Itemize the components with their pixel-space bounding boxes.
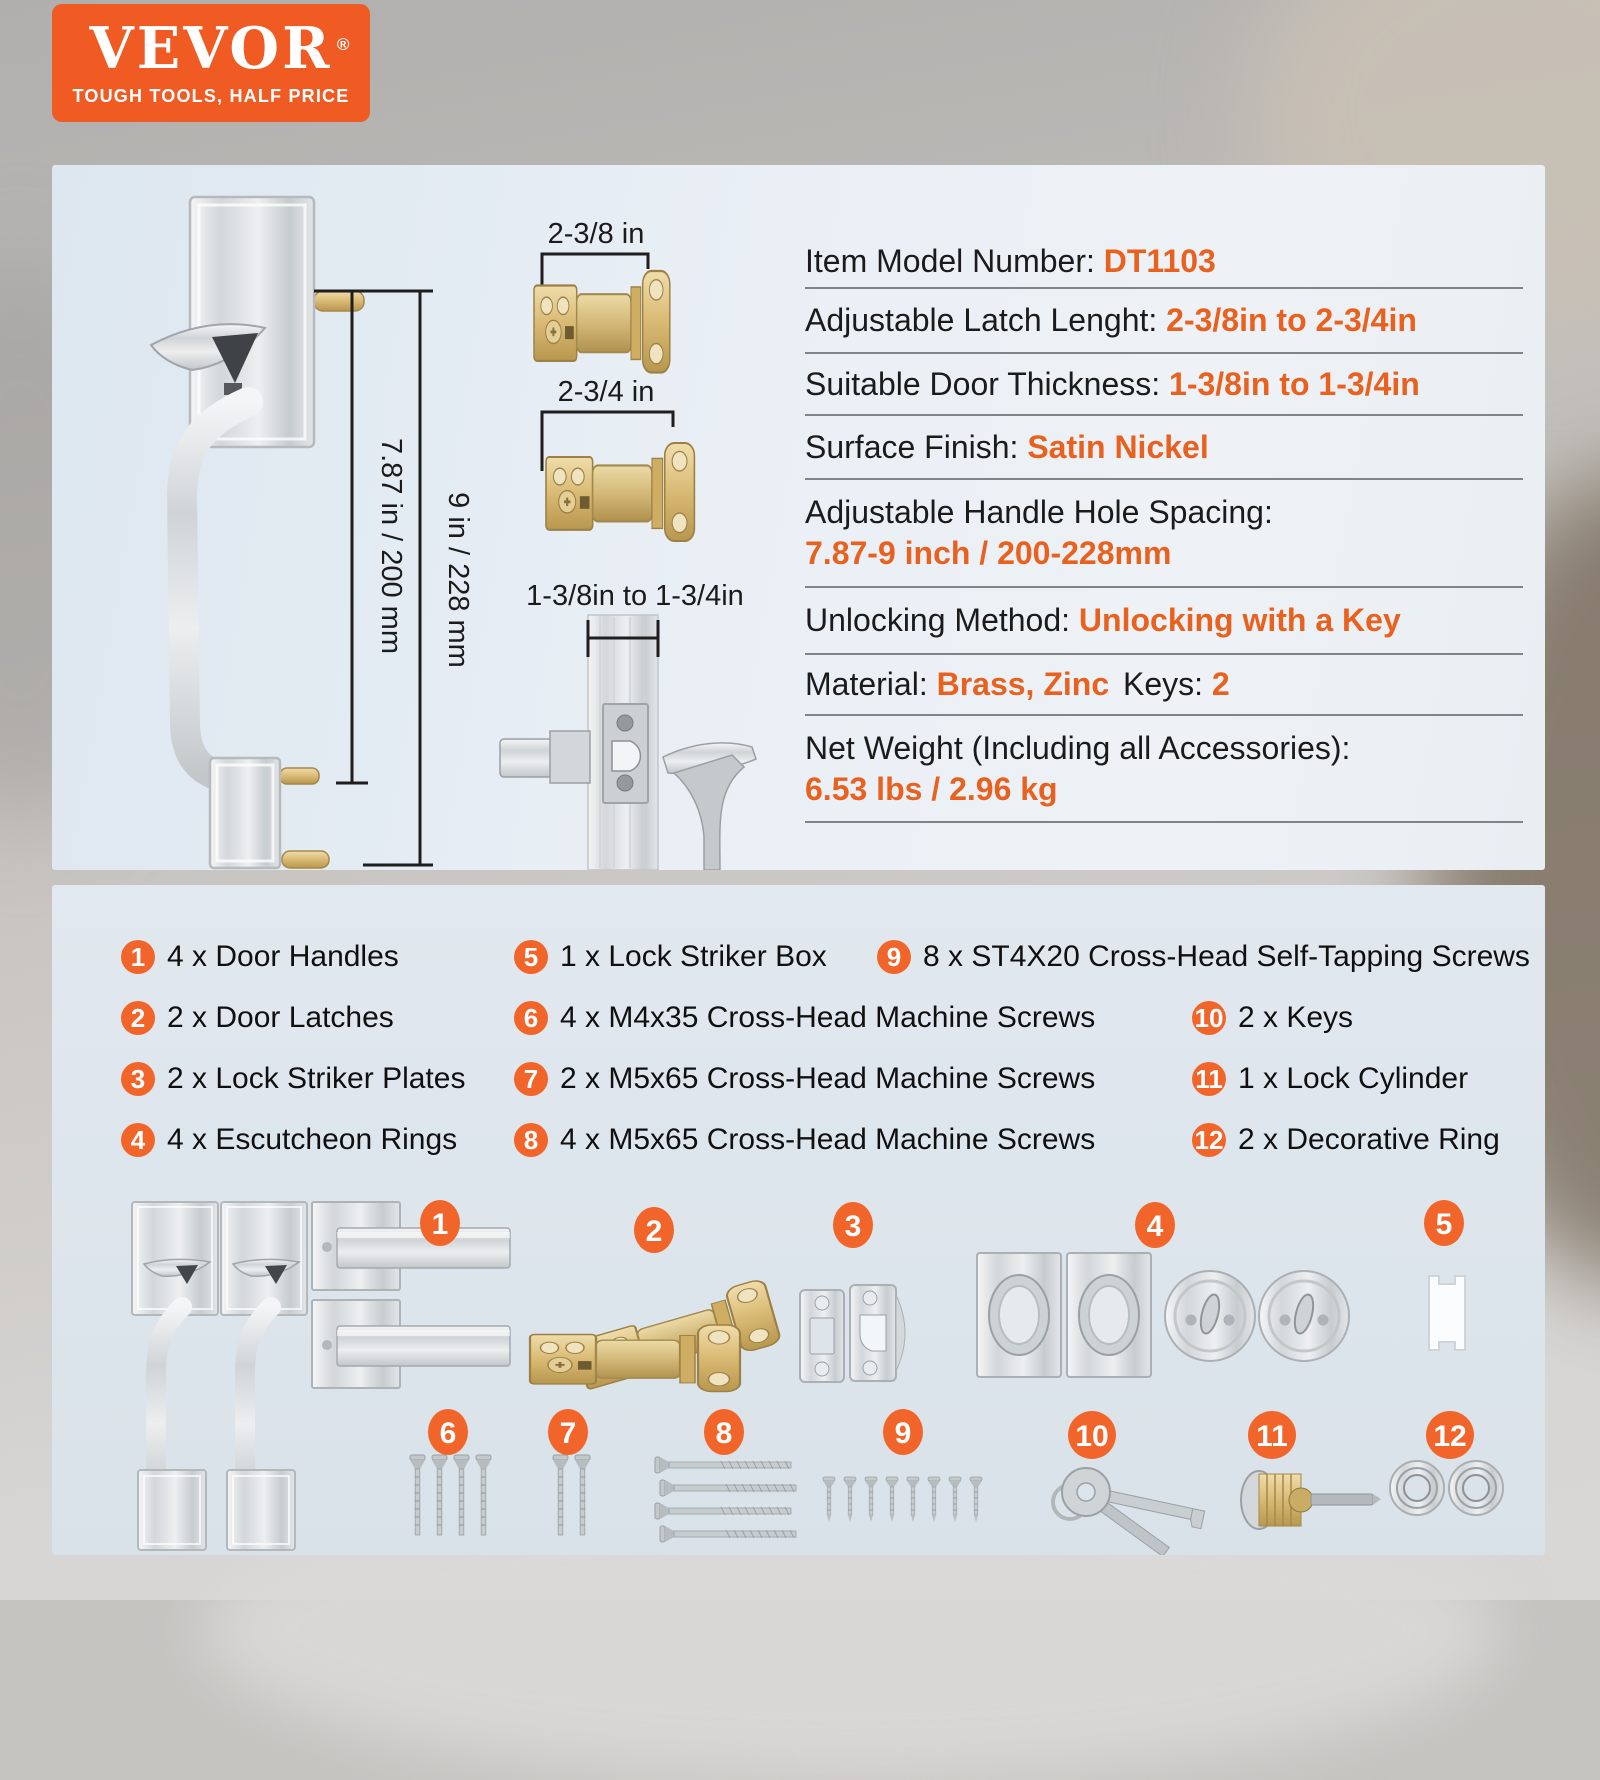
- svg-text:7: 7: [559, 1417, 577, 1450]
- part-label: 4 x M5x65 Cross-Head Machine Screws: [560, 1123, 1096, 1156]
- spec-value: 2: [1211, 666, 1230, 702]
- spec-row-unlocking: [805, 588, 1523, 655]
- lever-handle-photos: [312, 1202, 510, 1388]
- spec-value: 2-3/8in to 2-3/4in: [1166, 302, 1417, 338]
- keys-photo: [1053, 1468, 1205, 1555]
- spec-label: Surface Finish:: [805, 428, 1028, 465]
- spec-value: 7.87-9 inch / 200-228mm: [805, 535, 1172, 571]
- door-latch-photos: [530, 1278, 781, 1397]
- part-number-badge: 10: [1192, 1001, 1226, 1035]
- spec-row-model: [805, 235, 1523, 289]
- spec-value: Brass, Zinc: [936, 666, 1110, 702]
- part-number-badge: 1: [121, 940, 155, 974]
- latch-short-illustration: [534, 254, 670, 373]
- striker-plate-photos: [800, 1285, 905, 1382]
- m4-screw-photos: [410, 1455, 491, 1535]
- spec-label: Adjustable Handle Hole Spacing:: [805, 494, 1273, 530]
- decorative-ring-photos: [1390, 1461, 1503, 1515]
- part-label: 8 x ST4X20 Cross-Head Self-Tapping Screws: [923, 940, 1530, 973]
- m5-long-screw-photos: [655, 1457, 796, 1542]
- part-label: 4 x Escutcheon Rings: [167, 1123, 458, 1156]
- part-label: 4 x Door Handles: [167, 940, 399, 973]
- part-number-badge: 5: [514, 940, 548, 974]
- part-number-badge: 9: [877, 940, 911, 974]
- svg-text:11: 11: [1256, 1420, 1288, 1453]
- latch-long-illustration: [542, 412, 694, 541]
- handleset-illustration: [151, 197, 364, 868]
- spec-label: Suitable Door Thickness:: [805, 365, 1170, 402]
- part-label: 2 x Lock Striker Plates: [167, 1062, 466, 1095]
- part-label: 4 x M4x35 Cross-Head Machine Screws: [560, 1001, 1096, 1034]
- door-section-illustration: [500, 615, 756, 870]
- spec-label: Net Weight (Including all Accessories):: [805, 729, 1351, 766]
- spec-label: Unlocking Method:: [805, 602, 1079, 638]
- door-handleset-photos: [132, 1202, 307, 1550]
- handle-inner-dimension-label: 7.87 in / 200 mm: [375, 438, 407, 654]
- product-diagram: [52, 165, 802, 870]
- svg-text:3: 3: [844, 1210, 862, 1243]
- tapping-screw-photos: [823, 1477, 982, 1522]
- svg-text:5: 5: [1435, 1208, 1453, 1241]
- spec-value: 1-3/8in to 1-3/4in: [1169, 365, 1420, 402]
- spec-keys: [1123, 666, 1230, 703]
- part-number-badge: 11: [1192, 1062, 1226, 1096]
- spec-value: DT1103: [1103, 242, 1216, 279]
- part-number-badge: 3: [121, 1062, 155, 1096]
- spec-row-door-thickness: [805, 354, 1523, 416]
- striker-box-photo: [1429, 1276, 1465, 1350]
- part-number-badge: 6: [514, 1001, 548, 1035]
- registered-mark-icon: ®: [336, 34, 353, 54]
- handle-dimension-lines: [314, 291, 433, 865]
- part-label: 2 x Door Latches: [167, 1001, 394, 1034]
- spec-table: [805, 235, 1523, 823]
- spec-label: Keys:: [1123, 666, 1212, 702]
- parts-photo-grid: [52, 885, 1545, 1555]
- handle-outer-dimension-label: 9 in / 228 mm: [442, 492, 474, 668]
- latch-long-dimension-label: 2-3/4 in: [557, 376, 655, 408]
- spec-value: Unlocking with a Key: [1078, 602, 1401, 638]
- part-number-badge: 2: [121, 1001, 155, 1035]
- svg-text:2: 2: [645, 1215, 663, 1248]
- escutcheon-photos: [977, 1253, 1349, 1377]
- part-label: 1 x Lock Striker Box: [560, 940, 827, 973]
- vevor-logo: [52, 4, 370, 122]
- svg-text:1: 1: [431, 1208, 449, 1241]
- spec-label: Material:: [805, 666, 937, 702]
- lock-cylinder-photo: [1241, 1471, 1381, 1529]
- svg-text:6: 6: [439, 1417, 457, 1450]
- part-number-badge: 7: [514, 1062, 548, 1096]
- spec-panel: [52, 165, 1545, 870]
- spec-label: Item Model Number:: [805, 242, 1104, 279]
- spec-row-finish: [805, 416, 1523, 480]
- m5-screw-pair-photos: [553, 1455, 590, 1535]
- part-label: 2 x Keys: [1238, 1001, 1354, 1034]
- part-number-badge: 4: [121, 1123, 155, 1157]
- part-number-badge: 8: [514, 1123, 548, 1157]
- package-contents-panel: [52, 885, 1545, 1555]
- part-label: 2 x Decorative Ring: [1238, 1123, 1500, 1156]
- svg-text:10: 10: [1075, 1420, 1109, 1453]
- spec-row-material: [805, 655, 1523, 716]
- door-thickness-dimension-label: 1-3/8in to 1-3/4in: [526, 580, 744, 612]
- spec-row-hole-spacing: [805, 480, 1523, 588]
- brand-tagline: TOUGH TOOLS, HALF PRICE: [72, 85, 350, 106]
- svg-text:8: 8: [715, 1417, 733, 1450]
- brand-wordmark: VEVOR ®: [89, 14, 353, 82]
- svg-text:9: 9: [894, 1417, 912, 1450]
- part-label: 1 x Lock Cylinder: [1238, 1062, 1469, 1095]
- spec-row-latch-length: [805, 289, 1523, 354]
- svg-text:4: 4: [1146, 1210, 1164, 1243]
- spec-value: 6.53 lbs / 2.96 kg: [805, 770, 1058, 807]
- spec-value: Satin Nickel: [1027, 428, 1209, 465]
- latch-short-dimension-label: 2-3/8 in: [547, 218, 645, 250]
- part-number-badge: 12: [1192, 1123, 1226, 1157]
- part-label: 2 x M5x65 Cross-Head Machine Screws: [560, 1062, 1096, 1095]
- spec-row-net-weight: [805, 716, 1523, 823]
- svg-text:12: 12: [1433, 1420, 1467, 1453]
- spec-label: Adjustable Latch Lenght:: [805, 302, 1167, 338]
